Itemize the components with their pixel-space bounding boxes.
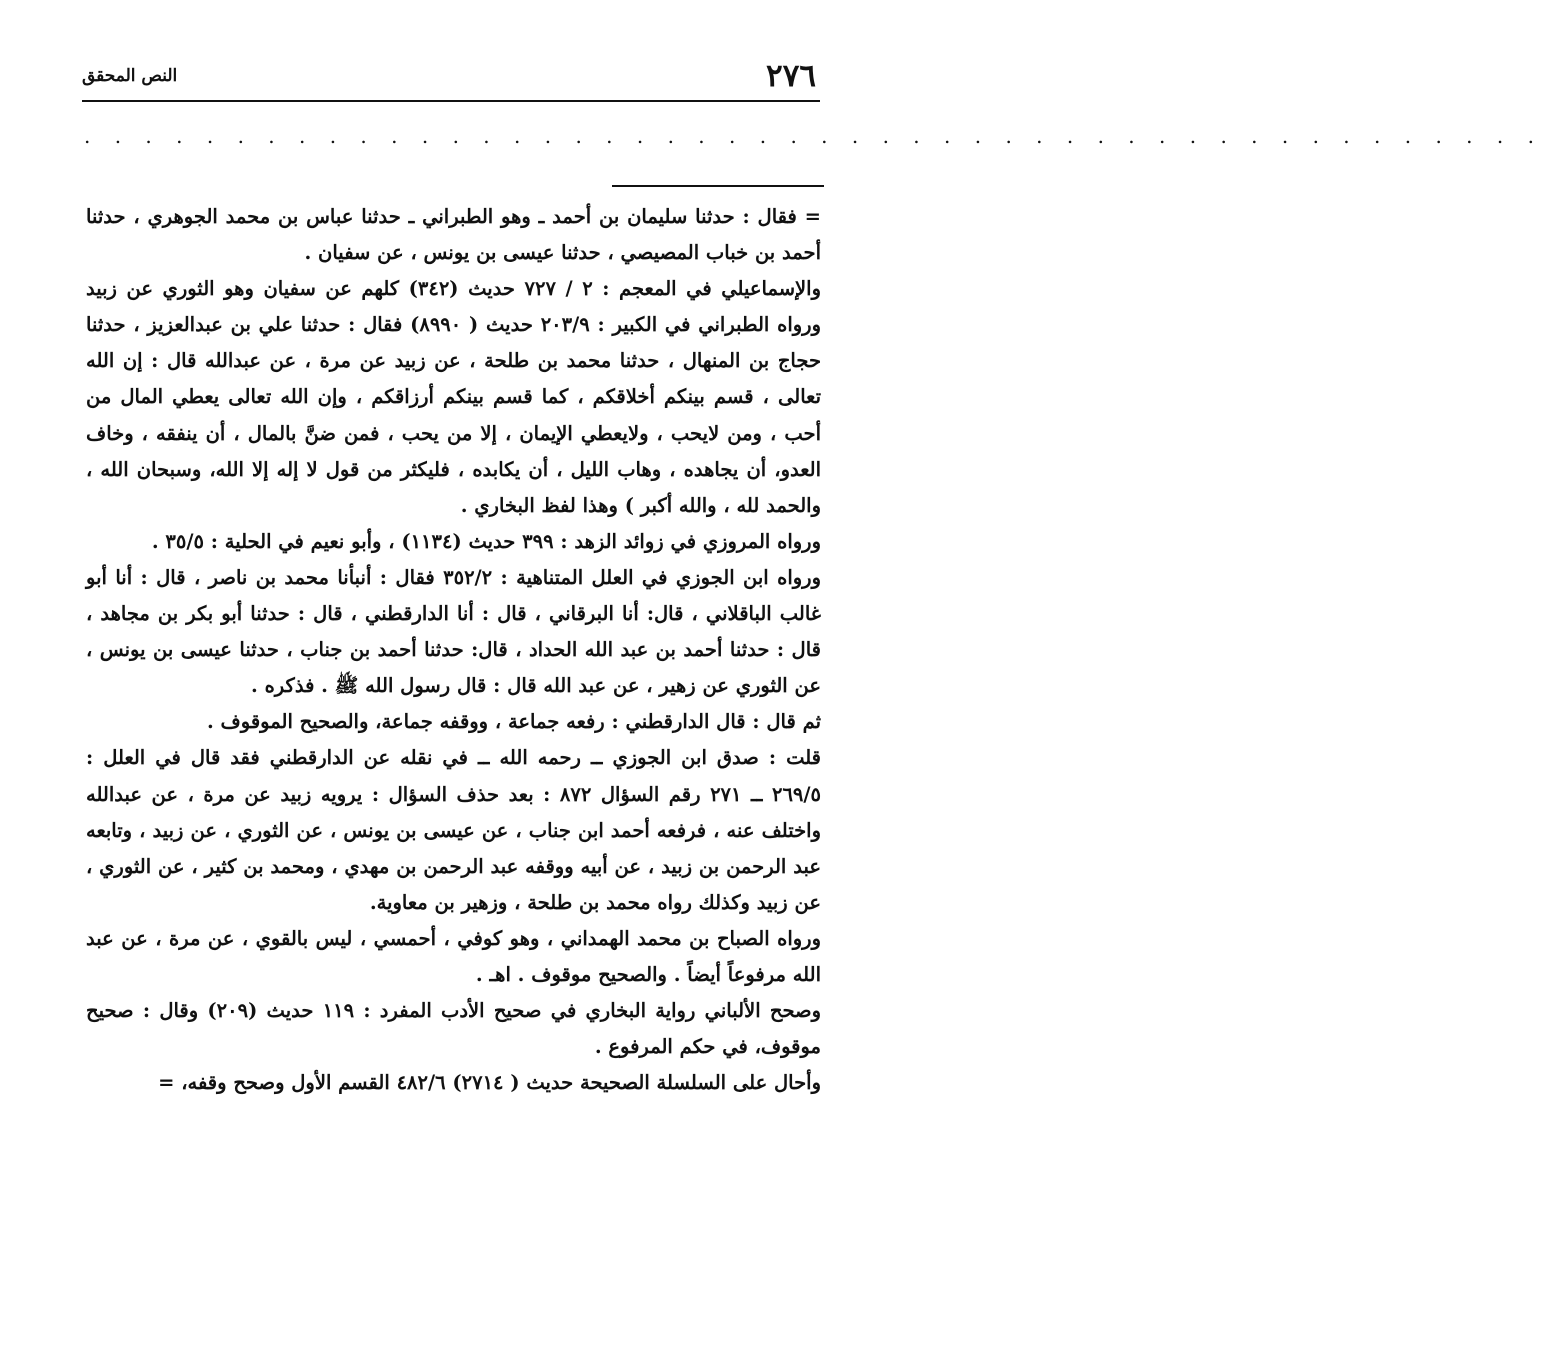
paragraph: ورواه ابن الجوزي في العلل المتناهية : ٣٥٢/٢ فقال : أنبأنا محمد بن ناصر ، قال : أنا أبو غالب الباقلاني ، قال: أنا البرقاني ، قال : أنا الدارقطني ، قال : حدثنا أبو بكر بن مجاهد ، قال : حدثنا أحمد بن عبد الله الحداد ، قال: حدثنا أحمد بن جناب ، حدثنا عيسى بن يونس ، عن الثوري عن زهير ، عن عبد الله قال : قال رسول الله ﷺ . فذكره . xyxy=(86,565,821,698)
ellipsis-separator: . . . . . . . . . . . . . . . . . . . . . . . . . . . . . . . . . . . . . . . . . . . . . . . . xyxy=(84,124,1543,148)
paragraph: ورواه الصباح بن محمد الهمداني ، وهو كوفي ، أحمسي ، ليس بالقوي ، عن مرة ، عن عبد الله مرفوعاً أيضاً . والصحيح موقوف . اهـ . xyxy=(86,926,821,986)
page-header xyxy=(82,58,820,102)
footnote-rule xyxy=(612,185,824,187)
paragraph: قلت : صدق ابن الجوزي ــ رحمه الله ــ في نقله عن الدارقطني فقد قال في العلل : ٢٦٩/٥ ــ ٢٧١ رقم السؤال ٨٧٢ : بعد حذف السؤال : يرويه زبيد عن مرة ، عن عبدالله واختلف عنه ، فرفعه أحمد ابن جناب ، عن عيسى بن يونس ، عن الثوري ، عن زبيد ، وتابعه عبد الرحمن بن زبيد ، عن أبيه ووقفه عبد الرحمن بن مهدي ، ومحمد بن كثير ، عن الثوري ، عن زبيد وكذلك رواه محمد بن طلحة ، وزهير بن معاوية. xyxy=(86,746,822,914)
paragraph: والإسماعيلي في المعجم : ٢ / ٧٢٧ حديث (٣٤٢) كلهم عن سفيان وهو الثوري عن زبيد ورواه الطبراني في الكبير : ٢٠٣/٩ حديث ( ٨٩٩٠) فقال : حدثنا علي بن عبدالعزيز ، حدثنا حجاج بن المنهال ، حدثنا محمد بن طلحة ، عن زبيد عن مرة ، عن عبدالله قال : إن الله تعالى ، قسم بينكم أخلاقكم ، كما قسم بينكم أرزاقكم ، وإن الله تعالى يعطي المال من أحب ، ومن لايحب ، ولايعطي الإيمان ، إلا من يحب ، فمن ضنَّ بالمال ، أن ينفقه ، وخاف العدو، أن يجاهده ، وهاب الليل ، أن يكابده ، فليكثر من قول لا إله إلا الله، وسبحان الله ، والحمد لله ، والله أكبر ) وهذا لفظ البخاري . xyxy=(86,277,822,517)
footnote-body xyxy=(86,199,821,1101)
paragraph: وصحح الألباني رواية البخاري في صحيح الأدب المفرد : ١١٩ حديث (٢٠٩) وقال : صحيح موقوف، في حكم المرفوع . xyxy=(86,999,822,1059)
paragraph: ورواه المروزي في زوائد الزهد : ٣٩٩ حديث (١١٣٤) ، وأبو نعيم في الحلية : ٣٥/٥ . xyxy=(151,529,821,553)
paragraph: ثم قال : قال الدارقطني : رفعه جماعة ، ووقفه جماعة، والصحيح الموقوف . xyxy=(206,710,821,734)
paragraph: = فقال : حدثنا سليمان بن أحمد ـ وهو الطبراني ـ حدثنا عباس بن محمد الجوهري ، حدثنا أحمد بن خباب المصيصي ، حدثنا عيسى بن يونس ، عن سفيان . xyxy=(86,205,821,265)
running-title: النص المحقق xyxy=(82,66,178,86)
paragraph: وأحال على السلسلة الصحيحة حديث ( ٢٧١٤) ٤٨٢/٦ القسم الأول وصحح وقفه، = xyxy=(158,1071,821,1095)
page-number: ٢٧٦ xyxy=(766,58,816,94)
